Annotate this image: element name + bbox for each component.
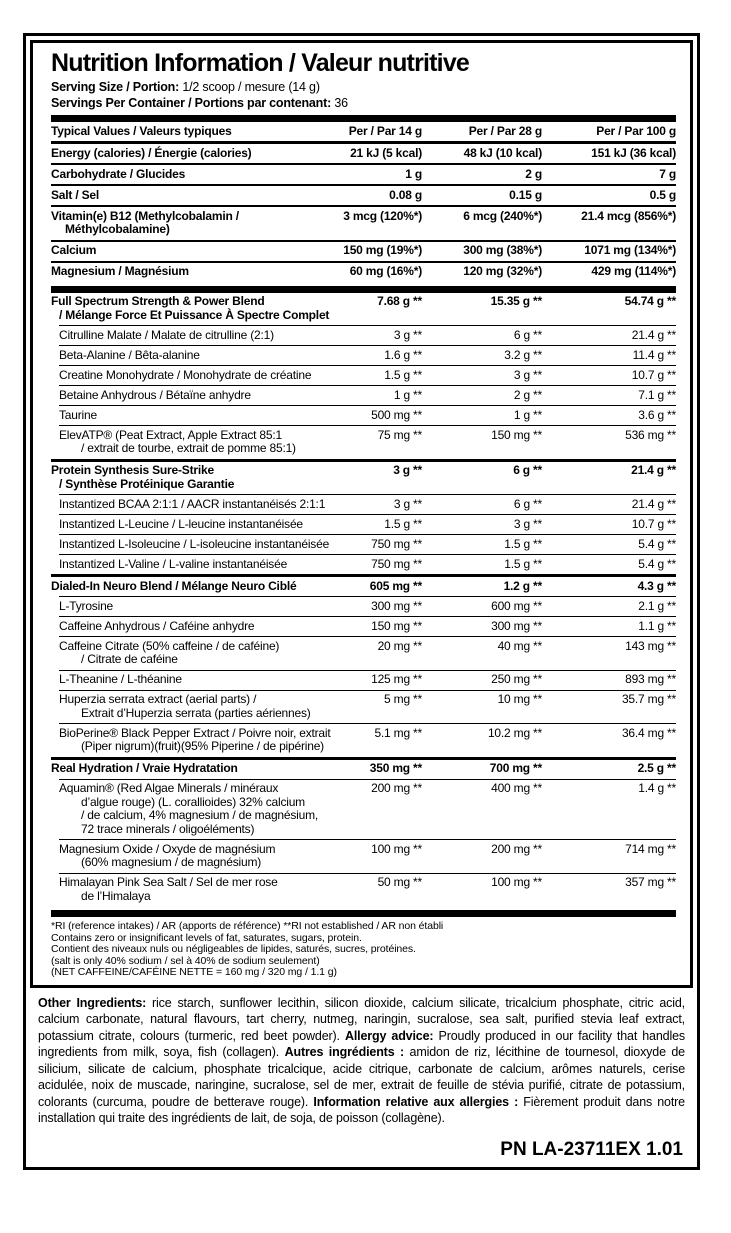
row-value: 1.5 g ** (504, 556, 542, 571)
row-name-line: / extrait de tourbe, extrait de pomme 85:1) (81, 441, 296, 455)
row-value: 120 mg (32%*) (463, 264, 542, 278)
bottom-area (30, 988, 693, 1161)
table-row (51, 242, 676, 261)
row-value: 3 g ** (393, 463, 422, 477)
row-value: 600 mg ** (491, 598, 542, 613)
table-row (51, 122, 676, 141)
table-row (51, 671, 676, 690)
row-name (51, 294, 330, 322)
row-value: 75 mg ** (377, 427, 422, 442)
row-value: 714 mg ** (625, 841, 676, 856)
panel-title: Nutrition Information / Valeur nutritive (51, 49, 470, 77)
table-row (51, 691, 676, 724)
table-row (51, 780, 676, 840)
row-name-line: de l’Himalaya (81, 888, 151, 903)
row-value: 6 g ** (513, 327, 542, 342)
table-row (51, 597, 676, 616)
row-value: 1.5 g ** (504, 536, 542, 551)
row-name-line: (60% magnesium / de magnésium) (81, 855, 262, 869)
row-value: 1 g ** (513, 407, 542, 422)
row-value: 1.6 g ** (384, 347, 422, 362)
row-value: 21 kJ (5 kcal) (350, 145, 422, 160)
row-name-line: Dialed-In Neuro Blend / Mélange Neuro Ciblé (51, 578, 297, 593)
row-name-line: Extrait d’Huperzia serrata (parties aériennes) (81, 705, 311, 720)
row-name (51, 369, 310, 383)
row-value: 2.1 g ** (638, 598, 676, 613)
row-name-line: Calcium (51, 243, 97, 257)
table-row (51, 366, 676, 385)
ingredient-segment: amidon de riz, lécithine de tournesol, dioxyde de silicium, silicate de calcium, phosphate tricalcique, acide citrique, carbonate de calcium, arômes naturels, cerise acidulée, noix de muscade, naringine, sucralose, sel de mer, extrait de feuille de stévia purifié, citrate de potassium, colorants (curcuma, poudre de betterave rouge). (38, 1045, 685, 1109)
row-value: 893 mg ** (625, 672, 676, 686)
row-value: 35.7 mg ** (621, 692, 676, 706)
row-value: 40 mg ** (497, 638, 542, 653)
row-value: 1071 mg (134%*) (584, 243, 676, 257)
table-row (51, 555, 676, 574)
row-name-line: Beta-Alanine / Bêta-alanine (59, 347, 200, 362)
row-name-line: 72 trace minerals / oligoéléments) (81, 821, 255, 836)
row-value: 400 mg ** (491, 781, 542, 795)
row-value: 4.3 g ** (637, 578, 676, 593)
row-name (51, 580, 310, 594)
row-value: 2 g (525, 166, 542, 181)
row-value: 54.74 g ** (624, 294, 676, 308)
row-name-line: / Citrate de caféine (81, 652, 178, 666)
footnotes (51, 921, 676, 979)
row-name (51, 349, 310, 363)
row-value: 10.2 mg ** (487, 725, 542, 740)
table-row (51, 207, 676, 240)
row-name (51, 762, 310, 776)
table-row (51, 462, 676, 495)
row-value: 7.1 g ** (638, 387, 676, 402)
row-value: 350 mg ** (369, 761, 422, 775)
row-name-line: Full Spectrum Strength & Power Blend (51, 294, 265, 308)
table-row (51, 724, 676, 757)
row-name (51, 125, 310, 139)
nutrition-label (23, 33, 700, 1170)
row-value: 536 mg ** (625, 427, 676, 442)
row-value: 0.5 g (649, 187, 676, 202)
row-name-line: Taurine (59, 407, 97, 422)
row-name-line: Protein Synthesis Sure-Strike (51, 463, 214, 477)
row-name-line: Betaine Anhydrous / Bétaïne anhydre (59, 387, 251, 402)
row-name-line: Carbohydrate / Glucides (51, 166, 186, 181)
row-name-line: d’algue rouge) (L. corallioides) 32% calcium (81, 794, 305, 809)
row-value: Per / Par 28 g (468, 123, 542, 138)
row-value: 48 kJ (10 kcal) (463, 145, 542, 160)
row-name (51, 781, 319, 836)
row-name (51, 409, 310, 423)
footnote-line: (NET CAFFEINE/CAFÉINE NETTE = 160 mg / 320 mg / 1.1 g) (51, 966, 337, 978)
row-value: 5.1 mg ** (374, 725, 422, 740)
separator-bar (51, 286, 676, 293)
row-value: 700 mg ** (489, 761, 542, 775)
row-name-line: Caffeine Citrate (50% caffeine / de caféine) (59, 638, 280, 653)
row-name (51, 620, 310, 634)
table-row (51, 326, 676, 345)
row-value: 357 mg ** (625, 875, 676, 889)
row-name-line: / Mélange Force Et Puissance À Spectre Complet (59, 307, 330, 322)
row-value: 150 mg (19%*) (343, 243, 422, 257)
row-value: 1 g (405, 166, 422, 181)
footnote-line: Contains zero or insignificant levels of fat, saturates, sugars, protein. (51, 931, 362, 944)
row-value: 300 mg (38%*) (463, 243, 542, 257)
row-value: 100 mg ** (491, 875, 542, 889)
row-value: 10.7 g ** (631, 367, 676, 382)
row-value: 2.5 g ** (637, 761, 676, 775)
separator-bar (51, 115, 676, 122)
table-row (51, 577, 676, 596)
row-name-line: Creatine Monohydrate / Monohydrate de créatine (59, 367, 312, 382)
row-value: 150 mg ** (371, 618, 422, 633)
row-name (51, 693, 310, 720)
row-value: 750 mg ** (371, 556, 422, 571)
row-name (51, 429, 310, 456)
row-name (51, 389, 310, 403)
row-name-line: Magnesium / Magnésium (51, 264, 189, 278)
row-value: 21.4 g ** (631, 463, 676, 477)
row-value: 300 mg ** (371, 598, 422, 613)
row-name-line: Typical Values / Valeurs typiques (51, 123, 232, 138)
table-row (51, 840, 676, 873)
row-value: 300 mg ** (491, 618, 542, 633)
row-value: Per / Par 100 g (596, 123, 676, 138)
row-value: 0.15 g (509, 187, 542, 202)
row-name-line: Real Hydration / Vraie Hydratation (51, 761, 238, 775)
row-name (51, 843, 310, 870)
row-value: 36.4 mg ** (621, 725, 676, 740)
table-row (51, 535, 676, 554)
row-value: 1 g ** (393, 387, 422, 402)
row-name (51, 876, 310, 903)
row-value: 151 kJ (36 kcal) (591, 145, 676, 160)
table-row (51, 874, 676, 907)
row-value: 10.7 g ** (631, 516, 676, 531)
row-name-line: Instantized L-Valine / L-valine instantanéisée (59, 556, 288, 571)
row-name (51, 536, 330, 552)
row-value: 3 g ** (513, 367, 542, 382)
table-row (51, 637, 676, 670)
servings-per-container-label: Servings Per Container / Portions par contenant: (51, 95, 332, 110)
row-name (51, 265, 310, 279)
row-value: 6 g ** (513, 496, 542, 511)
other-ingredients-paragraph (38, 995, 685, 1127)
row-name-line: Magnesium Oxide / Oxyde de magnésium (59, 841, 276, 856)
row-value: 15.35 g ** (490, 294, 542, 308)
row-value: 150 mg ** (491, 427, 542, 442)
row-name-line: L-Theanine / L-théanine (59, 672, 182, 686)
row-name-line: Vitamin(e) B12 (Methylcobalamin / (51, 208, 239, 223)
table-row (51, 263, 676, 282)
row-value: 3 g ** (393, 327, 422, 342)
table-row (51, 386, 676, 405)
row-value: 1.1 g ** (638, 618, 676, 633)
row-name (51, 147, 310, 161)
row-value: 3 mcg (120%*) (343, 208, 422, 223)
row-name-line: Caffeine Anhydrous / Caféine anhydre (59, 618, 255, 633)
nutrition-panel (30, 40, 693, 988)
table-row (51, 406, 676, 425)
nutrition-table (51, 115, 676, 917)
row-name (51, 464, 310, 491)
table-row (51, 760, 676, 779)
ingredient-segment: Fièrement produit dans notre installation qui traite des ingrédients de lait, de soja, de poisson (collagène). (38, 1094, 685, 1125)
table-row (51, 144, 676, 163)
row-name (51, 210, 310, 237)
row-name (51, 558, 310, 572)
row-value: 7.68 g ** (377, 294, 422, 308)
row-value: 21.4 g ** (631, 327, 676, 342)
row-name-line: BioPerine® Black Pepper Extract / Poivre noir, extrait (59, 725, 331, 740)
ingredient-segment: Proudly produced in our facility that handles ingredients from milk, soya, fish (collagen). (38, 1028, 685, 1059)
row-value: 20 mg ** (377, 638, 422, 653)
table-row (51, 346, 676, 365)
row-value: 143 mg ** (625, 638, 676, 653)
row-value: 3 g ** (393, 496, 422, 511)
row-value: 100 mg ** (371, 841, 422, 856)
row-value: 21.4 mcg (856%*) (581, 208, 676, 223)
row-value: 5 mg ** (384, 692, 422, 706)
row-value: 1.5 g ** (384, 367, 422, 382)
row-value: 750 mg ** (371, 536, 422, 551)
row-value: 0.08 g (389, 187, 422, 202)
row-value: 250 mg ** (491, 672, 542, 686)
table-row (51, 426, 676, 459)
row-value: 2 g ** (513, 387, 542, 402)
row-name-line: / Synthèse Protéinique Garantie (59, 476, 235, 491)
row-name (51, 329, 310, 343)
row-value: 60 mg (16%*) (349, 264, 422, 278)
row-value: 6 g ** (513, 463, 542, 477)
row-name-line: Huperzia serrata extract (aerial parts) / (59, 692, 257, 706)
table-row (51, 495, 676, 514)
footnote-line: *RI (reference intakes) / AR (apports de référence) **RI not established / AR non établi (51, 920, 444, 932)
row-value: 200 mg ** (371, 781, 422, 795)
table-row (51, 515, 676, 534)
row-name-line: Instantized BCAA 2:1:1 / AACR instantanéisés 2:1:1 (59, 496, 326, 511)
row-name-line: (Piper nigrum)(fruit)(95% Piperine / de pipérine) (81, 739, 324, 753)
row-name-line: Aquamin® (Red Algae Minerals / minéraux (59, 781, 279, 795)
table-row (51, 186, 676, 205)
row-value: 1.2 g ** (503, 578, 542, 593)
servings-per-container-line (51, 96, 676, 112)
serving-size-line (51, 80, 676, 96)
row-value: 605 mg ** (369, 578, 422, 593)
footnote-line: Contient des niveaux nuls ou négligeables de lipides, saturés, sucres, protéines. (51, 943, 416, 955)
table-row (51, 293, 676, 326)
table-row (51, 165, 676, 184)
row-value: 1.5 g ** (384, 516, 422, 531)
row-name (51, 673, 310, 687)
row-name-line: Méthylcobalamine) (65, 222, 170, 236)
row-name-line: Citrulline Malate / Malate de citrulline (2:1) (59, 327, 274, 342)
row-name (51, 600, 310, 614)
serving-size-label: Serving Size / Portion: (51, 80, 180, 94)
row-value: 3.6 g ** (638, 407, 676, 422)
table-row (51, 617, 676, 636)
part-number: PN LA-23711EX 1.01 (500, 1138, 683, 1160)
row-name (51, 189, 310, 203)
row-name-line: L-Tyrosine (59, 598, 114, 613)
row-value: 3 g ** (513, 516, 542, 531)
row-name (51, 518, 310, 532)
row-name-line: ElevATP® (Peat Extract, Apple Extract 85:1 (59, 427, 282, 442)
row-name (51, 168, 310, 182)
row-name (51, 244, 310, 258)
row-value: 50 mg ** (377, 875, 422, 889)
servings-per-container-value: 36 (334, 95, 348, 110)
footnote-line: (salt is only 40% sodium / sel à 40% de sodium seulement) (51, 954, 320, 967)
row-value: 500 mg ** (371, 407, 422, 422)
row-value: 3.2 g ** (504, 347, 542, 362)
row-value: 7 g (659, 166, 676, 181)
ingredient-segment: Other Ingredients: (38, 995, 153, 1010)
ingredient-segment: Allergy advice: (344, 1028, 439, 1043)
ingredient-segment: Information relative aux allergies : (313, 1094, 524, 1109)
row-value: 21.4 g ** (631, 496, 676, 511)
row-value: 1.4 g ** (638, 781, 676, 795)
serving-size-value: 1/2 scoop / mesure (14 g) (182, 80, 320, 94)
row-value: 6 mcg (240%*) (463, 208, 542, 223)
row-value: 10 mg ** (497, 692, 542, 706)
ingredient-segment: Autres ingrédients : (284, 1045, 410, 1059)
row-value: 5.4 g ** (638, 556, 676, 571)
row-name-line: / de calcium, 4% magnesium / de magnésium, (81, 808, 319, 822)
row-value: 200 mg ** (491, 841, 542, 856)
row-name-line: Salt / Sel (51, 187, 100, 202)
row-name (51, 496, 326, 512)
row-name-line: Instantized L-Leucine / L-leucine instantanéisée (59, 516, 303, 531)
row-value: 5.4 g ** (638, 536, 676, 551)
row-value: Per / Par 14 g (348, 123, 422, 138)
ingredient-segment: rice starch, sunflower lecithin, silicon dioxide, calcium silicate, tricalcium phosphate, citric acid, calcium carbonate, natural flavours, tart cherry, nutmeg, naringin, sucralose, sea salt, purified stevia leaf extract, potassium citrate, colours (turmeric, red beet powder). (38, 995, 686, 1043)
row-name (51, 725, 331, 754)
row-value: 11.4 g ** (632, 347, 676, 362)
row-name-line: Energy (calories) / Énergie (calories) (51, 145, 252, 160)
separator-bar (51, 910, 676, 917)
row-value: 429 mg (114%*) (591, 264, 676, 278)
row-name-line: Himalayan Pink Sea Salt / Sel de mer rose (59, 875, 278, 889)
row-name-line: Instantized L-Isoleucine / L-isoleucine instantanéisée (59, 536, 330, 551)
row-name (51, 640, 310, 667)
row-value: 125 mg ** (371, 672, 422, 686)
